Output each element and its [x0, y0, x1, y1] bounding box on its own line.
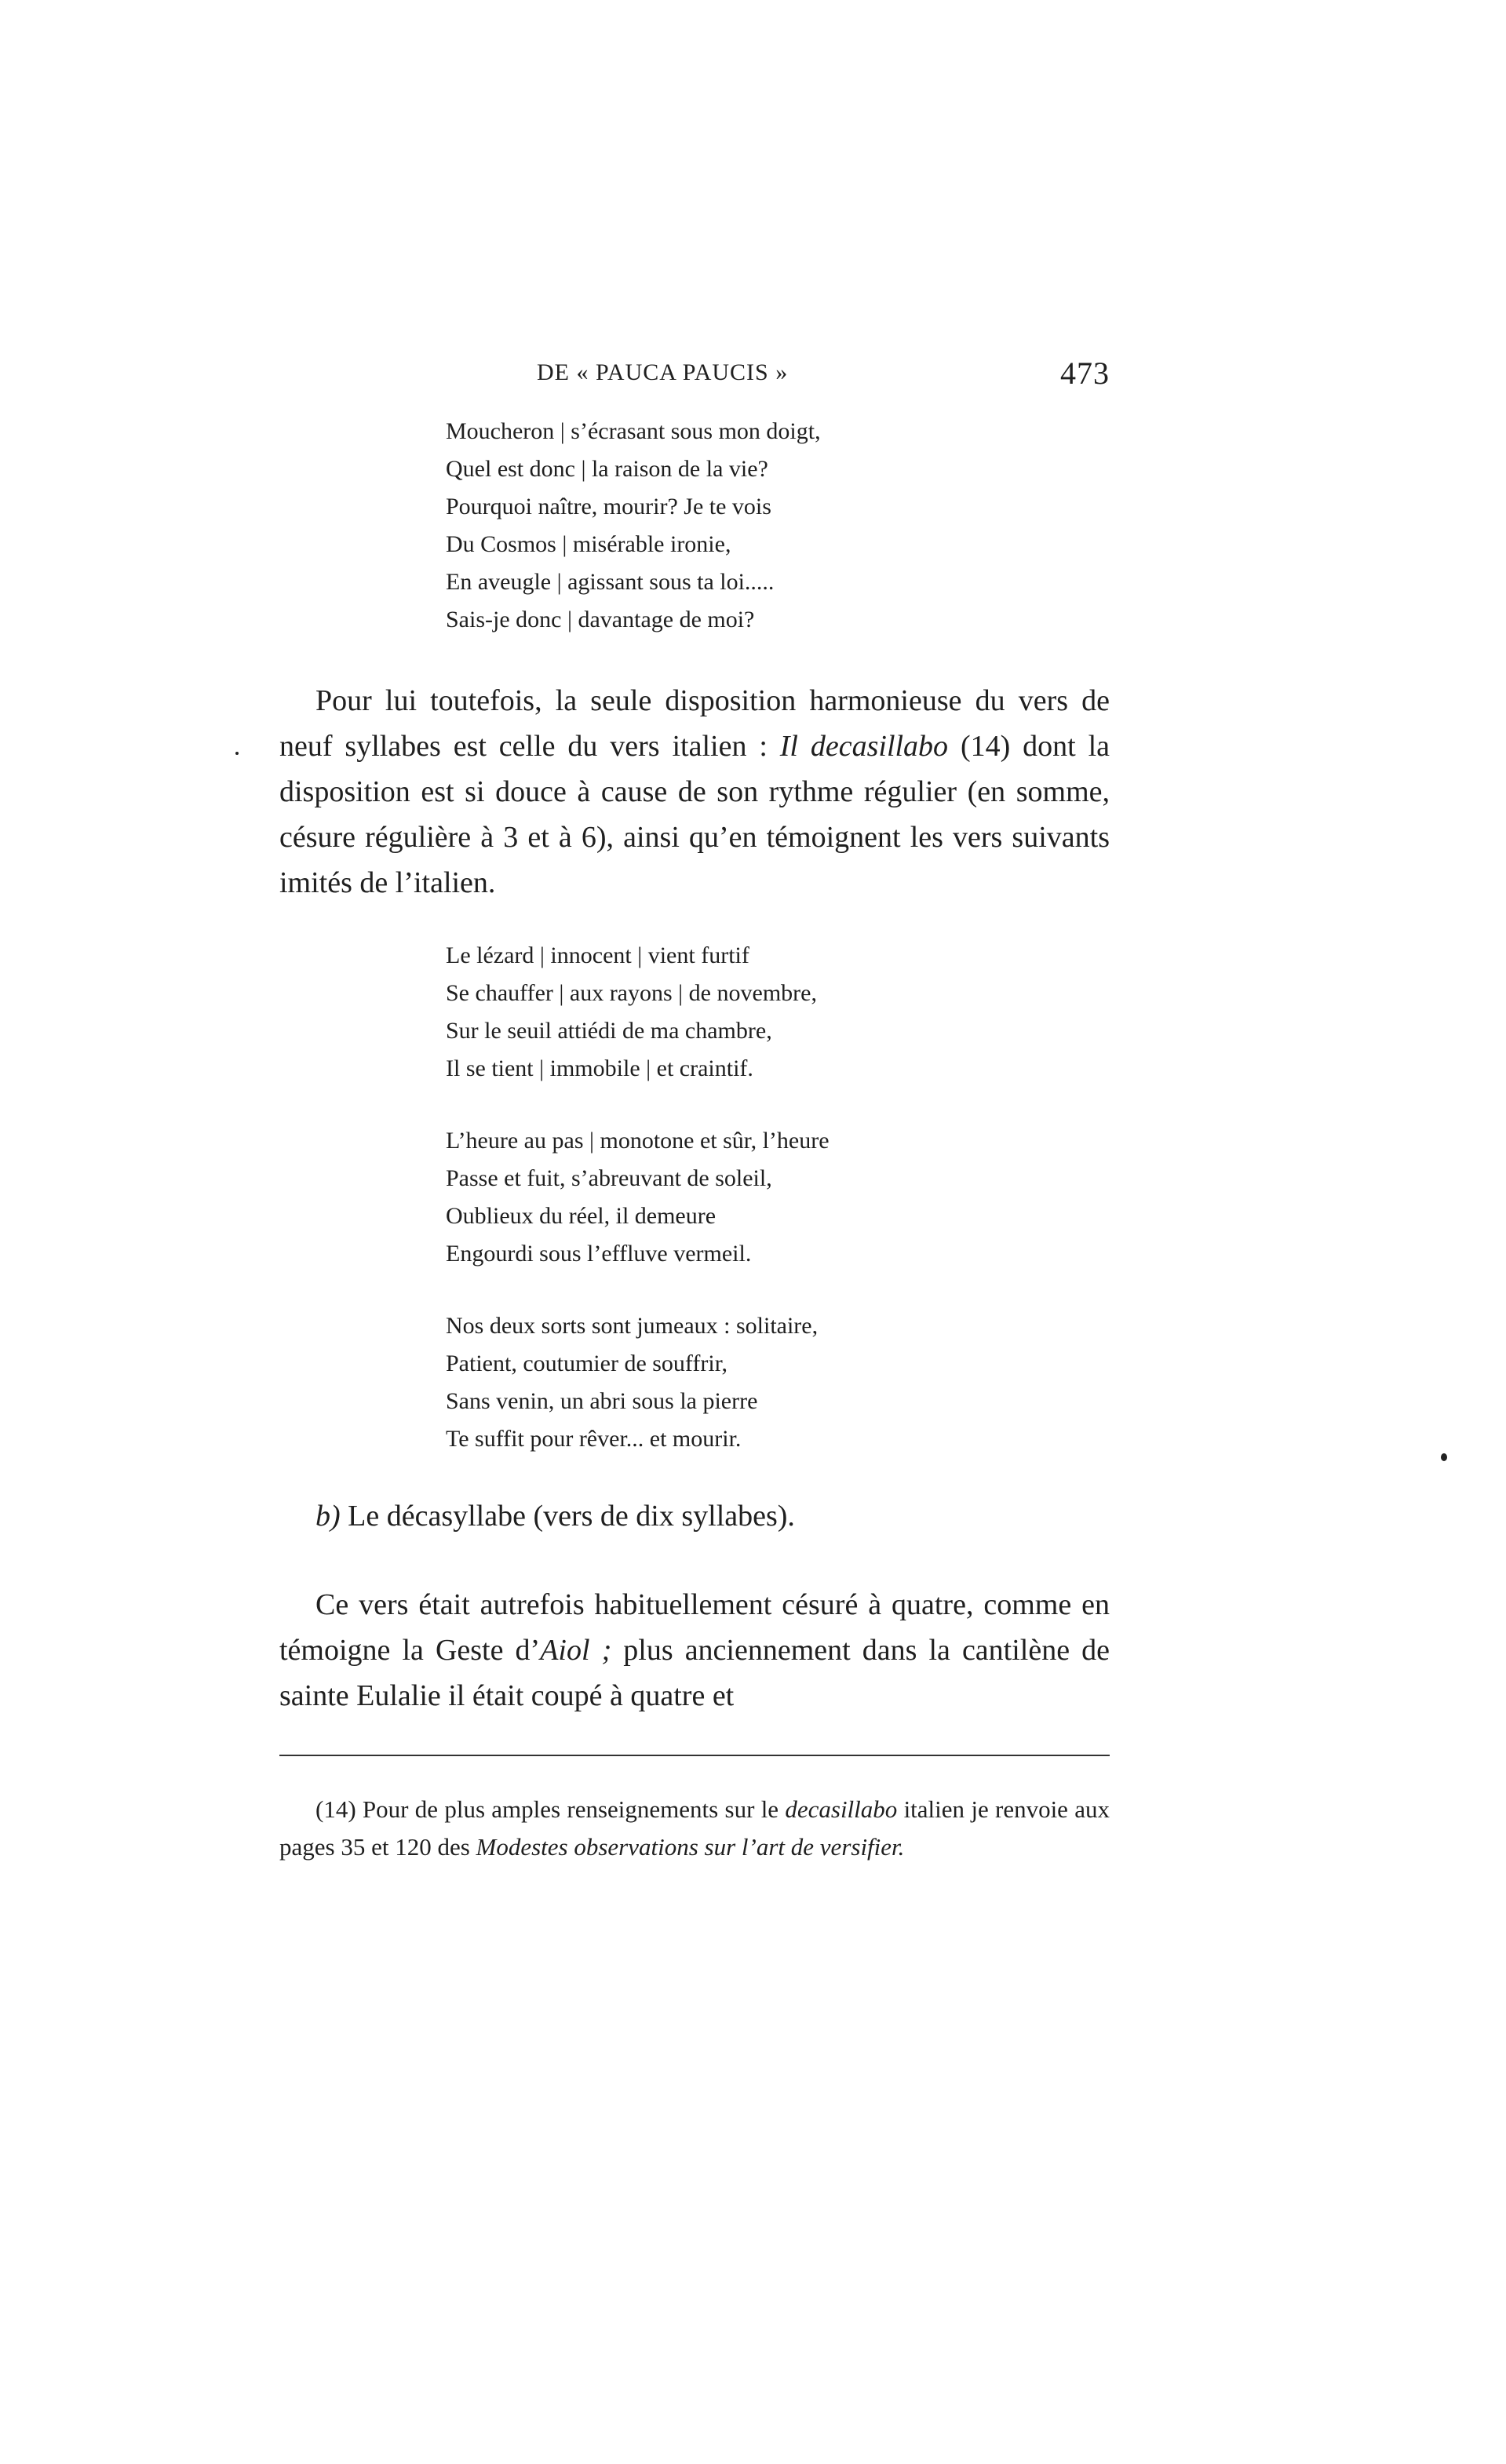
- paragraph-decasillabo: [279, 678, 1110, 906]
- ink-speck: [235, 752, 239, 755]
- italic-title: Aiol ;: [540, 1634, 612, 1667]
- section-heading-decasyllabe: [315, 1499, 795, 1533]
- verse-line: Quel est donc | la raison de la vie?: [446, 456, 768, 482]
- poem-lizard-stanza-1: [446, 937, 817, 1088]
- footnote-text: (14) Pour de plus amples renseignements sur le: [315, 1795, 786, 1823]
- verse-line: Du Cosmos | misérable ironie,: [446, 531, 731, 557]
- verse-line: Patient, coutumier de souffrir,: [446, 1350, 727, 1376]
- running-head: [537, 355, 1110, 394]
- italic-title: Modestes observations sur l’art de versifier.: [476, 1833, 905, 1861]
- verse-line: Sans venin, un abri sous la pierre: [446, 1388, 758, 1414]
- section-heading-text: Le décasyllabe (vers de dix syllabes).: [340, 1500, 795, 1533]
- poem-lizard-stanza-3: [446, 1307, 818, 1458]
- verse-line: Sur le seuil attiédi de ma chambre,: [446, 1018, 772, 1044]
- verse-line: En aveugle | agissant sous ta loi.....: [446, 569, 775, 595]
- ink-speck: [1441, 1453, 1447, 1461]
- verse-line: Engourdi sous l’effluve vermeil.: [446, 1241, 752, 1267]
- body-paragraph: [279, 678, 1110, 906]
- verse-line: Le lézard | innocent | vient furtif: [446, 942, 749, 968]
- verse-line: Nos deux sorts sont jumeaux : solitaire,: [446, 1313, 819, 1339]
- poem-moucheron: [446, 413, 821, 639]
- footnote-divider: [279, 1755, 1110, 1756]
- section-marker: b): [315, 1500, 341, 1533]
- verse-line: Se chauffer | aux rayons | de novembre,: [446, 980, 817, 1006]
- verse-line: Sais-je donc | davantage de moi?: [446, 607, 755, 632]
- italic-term: decasillabo: [785, 1795, 898, 1823]
- footnote-paragraph: [279, 1791, 1110, 1866]
- verse-line: Pourquoi naître, mourir? Je te vois: [446, 494, 771, 519]
- verse-line: Passe et fuit, s’abreuvant de soleil,: [446, 1165, 772, 1191]
- running-title: DE « PAUCA PAUCIS »: [537, 359, 789, 385]
- poem-lizard-stanza-2: [446, 1122, 830, 1273]
- verse-line: Oublieux du réel, il demeure: [446, 1203, 717, 1229]
- footnote-text: italien je renvoie aux pages 35 et 120 des: [279, 1795, 1110, 1861]
- verse-line: Te suffit pour rêver... et mourir.: [446, 1426, 742, 1452]
- paragraph-text: plus anciennement dans la cantilène de sainte Eulalie il était coupé à quatre et: [279, 1634, 1110, 1712]
- verse-line: L’heure au pas | monotone et sûr, l’heure: [446, 1128, 830, 1154]
- body-paragraph: [279, 1582, 1110, 1719]
- footnote-14: [279, 1791, 1110, 1866]
- page-number: 473: [1060, 355, 1110, 391]
- paragraph-text: (14) dont la disposition est si douce à cause de son rythme régulier (en somme, césure régulière à 3 et à 6), ainsi qu’en témoignent les vers suivants imités de l’italien.: [279, 730, 1110, 899]
- paragraph-cesure: [279, 1582, 1110, 1719]
- paragraph-text: Pour lui toutefois, la seule disposition harmonieuse du vers de neuf syllabes est celle du vers italien :: [279, 684, 1110, 763]
- verse-line: Moucheron | s’écrasant sous mon doigt,: [446, 418, 821, 444]
- verse-line: Il se tient | immobile | et craintif.: [446, 1055, 753, 1081]
- italic-term: Il decasillabo: [779, 730, 949, 763]
- paragraph-text: Ce vers était autrefois habituellement césuré à quatre, comme en témoigne la Geste d’: [279, 1588, 1110, 1667]
